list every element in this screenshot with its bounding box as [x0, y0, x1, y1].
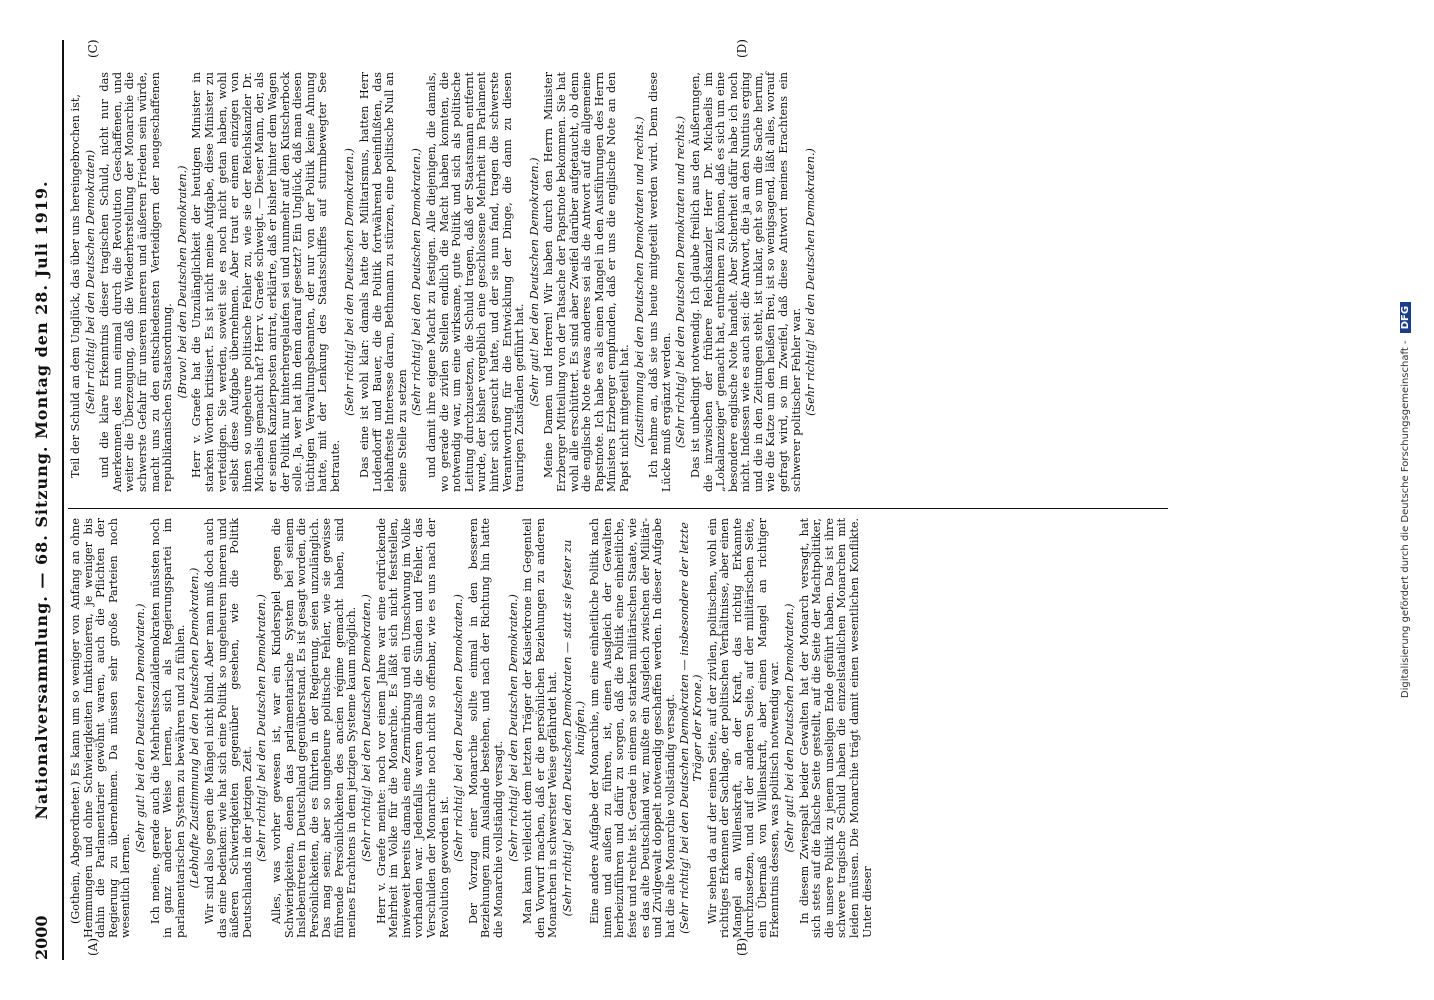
paragraph: Man kann vielleicht dem letzten Träger der Kaiserkrone im Gegenteil den Vorwurf machen, daß er die persönlichen Beziehungen zu anderen Monarchen in schwerster Weise gefährdet hat. — [521, 518, 560, 938]
paragraph: Wir sehen da auf der einen Seite, auf der zivilen, politischen, wohl ein richtiges Erkennen der Sachlage, der politischen Verhältnisse, aber einen Mangel an Willenskraft, an der Kraft, das richtig Erkannte durchzusetzen, und auf der anderen Seite, auf der militärischen Seite, ein Übermaß von Willenskraft, aber einen Mangel an richtiger Erkenntnis dessen, was politisch notwendig war. — [705, 518, 782, 938]
paragraph: Meine Damen und Herren! Wir haben durch den Herrn Minister Erzberger Mitteilung von der Tatsache der Papstnote bekommen. Sie hat wohl alle erschüttert. Es sind aber Zweifel darüber aufgetaucht, ob denn die englische Note etwas anderes sei als die Antwort auf die allgemeine Papstnote. Ich habe es als einen Mangel in den Ausführungen des Herrn Ministers Erzberger empfunden, daß er uns die englische Note an den Papst nicht mitgeteilt hat. — [542, 72, 631, 492]
paragraph: Eine andere Aufgabe der Monarchie, um eine einheitliche Politik nach innen und außen zu führen, ist, einen Ausgleich der Gewalten herbeizuführen und dafür zu sorgen, daß die Politik eine einheitliche, feste und rechte ist. Gerade in einem so starken militärischen Staate, wie es das alte Deutschland war, mußte ein Ausgleich zwischen der Militär- und Zivilgewalt doppelt notwendig geschaffen werden. In dieser Aufgabe hat die alte Monarchie vollständig versagt. — [588, 518, 677, 938]
paragraph: Das ist unbedingt notwendig. Ich glaube freilich aus den Äußerungen, die inzwischen der frühere Reichskanzler Herr Dr. Michaelis im „Lokalanzeiger“ gemacht hat, entnehmen zu können, daß es sich um eine besondere englische Note handelt. Aber Sicherheit dafür habe ich noch nicht. Indessen wie es auch sei: die Antwort, die ja an den Nuntius erging und die in den Zeitungen steht, ist unklar, geht so um die Sache herum, wie die Katze um den heißen Brei, ist so wenigsagend, läßt alles, worauf gefragt wird, so im Zweifel, daß diese Antwort meines Erachtens ein schwerer politischer Fehler war. — [688, 72, 803, 492]
paragraph: Wir sind also gegen die Mängel nicht blind. Aber man muß doch auch das eine bedenken: wie hat sich eine Politik so ungeheuren inneren und äußeren Schwierigkeiten gegenüber gesehen, wie die Politik Deutschlands in der jetzigen Zeit. — [202, 518, 254, 938]
paragraph: Herr v. Graefe hat die Unzulänglichkeit der heutigen Minister in starken Worten kritisiert. Es ist nicht meine Aufgabe, diese Minister zu verteidigen. Sie werden, soweit sie es noch nicht getan haben, wohl selbst diese Aufgabe übernehmen. Aber traut er einem einzigen von ihnen so ungeheure politische Fehler zu, wie sie der Reichskanzler Dr. Michaelis gemacht hat? Herr v. Graefe schweigt. — Dieser Mann, der, als er seinen Kanzlerposten antrat, erklärte, daß er bisher hinter dem Wagen der Politik nur hinterhergelaufen sei und nunmehr auf den Kutscherbock solle. Ja, wer hat ihn denn darauf gesetzt? Ein Unglück, daß man diesen tüchtigen Verwaltungsbeamten, der nur von der Politik keine Ahnung hatte, mit der Lenkung des Staatsschiffes auf sturmbewegter See betraute. — [190, 72, 342, 492]
interjection-remark: (Sehr richtig! bei den Deutschen Demokraten und rechts.) — [674, 115, 688, 449]
margin-mark-c: (C) — [86, 39, 100, 58]
paragraph: und damit ihre eigene Macht zu festigen. Alle diejenigen, die damals, wo gerade die zivilen Stellen endlich die Macht haben konnten, die notwendig war, um eine wirksame, gute Politik und sich als politische Leitung durchzusetzen, die Schuld tragen, daß der Staatsmann entfernt wurde, der bisher vergeblich eine geschlossene Mehrheit im Parlament hinter sich gesucht hatte, und der sie nun fand, tragen die schwerste Verantwortung für die Entwicklung der Dinge, die dann zu diesen traurigen Zuständen geführt hat. — [425, 72, 527, 492]
interjection-remark: (Sehr richtig! bei den Deutschen Demokraten — insbesondere der letzte Träger der Krone.) — [678, 522, 704, 934]
dfg-logo: DFG — [1400, 302, 1411, 333]
interjection-remark: (Sehr richtig! bei den Deutschen Demokraten.) — [506, 594, 520, 862]
interjection-remark: (Sehr richtig! bei den Deutschen Demokraten.) — [360, 594, 374, 862]
paragraph: Alles, was vorher gewesen ist, war ein Kinderspiel gegen die Schwierigkeiten, denen das parlamentarische System bei seinem Inslebentreten in Deutschland gegenüberstand. Es ist gesagt worden, die Persönlichkeiten, die es führten in der Regierung, seien unzulänglich. Das mag sein; aber so ungeheure politische Fehler, wie sie gewisse führende Persönlichkeiten des ancien régime gemacht haben, sind meines Erachtens in dem jetzigen Systeme kaum möglich. — [269, 518, 359, 938]
interjection-remark: (Sehr gut! bei den Deutschen Demokraten.) — [133, 603, 147, 853]
interjection-remark: (Sehr richtig! bei den Deutschen Demokraten — statt sie fester zu knüpfen.) — [560, 539, 587, 917]
credit-text: Digitalisierung gefördert durch die Deutsche Forschungsgemeinschaft - — [1400, 340, 1411, 699]
interjection-remark: (Lebhafte Zustimmung bei den Deutschen Demokraten.) — [188, 567, 202, 889]
interjection-remark: (Sehr gut! bei den Deutschen Demokraten.) — [527, 157, 541, 407]
interjection-remark: (Sehr richtig! bei den Deutschen Demokraten.) — [410, 148, 424, 416]
margin-mark-b: (B) — [735, 937, 749, 956]
margin-mark-d: (D) — [735, 39, 749, 58]
interjection-remark: (Sehr richtig! bei den Deutschen Demokraten.) — [255, 594, 269, 862]
interjection-remark: (Sehr richtig! bei den Deutschen Demokraten.) — [343, 148, 357, 416]
interjection-remark: (Sehr richtig! bei den Deutschen Demokraten.) — [452, 594, 466, 862]
interjection-remark: (Sehr gut! bei den Deutschen Demokraten.) — [783, 603, 797, 853]
paragraph: Herr v. Graefe meinte: noch vor einem Jahre war eine erdrückende Mehrheit im Volke für die Monarchie. Es läßt sich nicht feststellen, inwieweit bereits damals eine Zermürbung und ein Umschwung im Volke vorhanden war. Jedenfalls waren damals die Sünden und Fehler, das Verschulden der Monarchie noch nicht so offenbar, wie es uns nach der Revolution geworden ist. — [374, 518, 451, 938]
paragraph: Teil der Schuld an dem Unglück, das über uns hereingebrochen ist, — [69, 94, 82, 478]
page-header — [32, 40, 62, 960]
paragraph: (Gothein, Abgeordneter.) Es kann um so weniger von Anfang an ohne Hemmungen und ohne Schwierigkeiten funktionieren, je weniger bis dahin die Parlamentarier gewöhnt waren, auch die Pflichten der Regierung zu übernehmen. Da müssen sehr große Parteien noch wesentlich lernen. — [69, 518, 133, 938]
header-rule — [62, 40, 64, 960]
interjection-remark: (Sehr richtig! bei den Deutschen Demokraten) — [83, 149, 97, 415]
interjection-remark: (Bravo! bei den Deutschen Demokraten.) — [175, 165, 189, 399]
interjection-remark: (Sehr richtig! bei den Deutschen Demokraten.) — [804, 148, 818, 416]
interjection-remark: (Zustimmung bei den Deutschen Demokraten und rechts.) — [632, 116, 646, 448]
page-title: Nationalversammlung. — 68. Sitzung. Montag den 28. Juli 1919. — [32, 180, 51, 820]
paragraph: In diesem Zwiespalt beider Gewalten hat der Monarch versagt, hat sich stets auf die falsche Seite gestellt, auf die Seite der Machtpolitiker, die unsere Politik zu jenem unseligen Ende geführt haben. Das ist ihre schwere tragische Schuld haben die einzelstaatlichen Monarchen mit leiden müssen. Die Monarchie trägt damit einen wesentlichen Konflikte. Unter dieser — [797, 518, 874, 938]
digitization-credit — [1400, 20, 1411, 980]
paragraph: und die klare Erkenntnis dieser tragischen Schuld, nicht nur das Anerkennen des nun einmal durch die Revolution Geschaffenen, und weiter die Überzeugung, daß die Wiederherstellung der Monarchie die schwerste Gefahr für unseren inneren und äußeren Frieden sein würde, macht uns zu den entschiedensten Verteidigern der neugeschaffenen republikanischen Staatsordnung. — [98, 72, 175, 492]
paragraph: Ich meine, gerade auch die Mehrheitssozialdemokraten müssten noch in ganz anderer Weise lernen, sich als Regierungspartei im parlamentarischen System zu bewähren und zu fühlen. — [148, 518, 187, 938]
paragraph: Das eine ist wohl klar: damals hatte der Militarismus, hatten Herr Ludendorff und Bauer, die die Politik fortwährend beeinflußten, das lebhafteste Interesse daran, Bethmann zu stürzen, eine politische Null an seine Stelle zu setzen — [358, 72, 409, 492]
margin-mark-a: (A) — [86, 937, 100, 956]
right-column — [70, 72, 820, 492]
page-number: 2000 — [32, 915, 51, 960]
left-column — [70, 518, 874, 938]
column-divider — [68, 508, 1168, 509]
paragraph: Ich nehme an, daß sie uns heute mitgeteilt werden wird. Denn diese Lücke muß ergänzt werden. — [647, 72, 673, 492]
paragraph: Der Vorzug einer Monarchie sollte einmal in den besseren Beziehungen zum Auslande bestehen, und nach der Richtung hin hatte die Monarchie vollständig versagt. — [466, 518, 505, 938]
